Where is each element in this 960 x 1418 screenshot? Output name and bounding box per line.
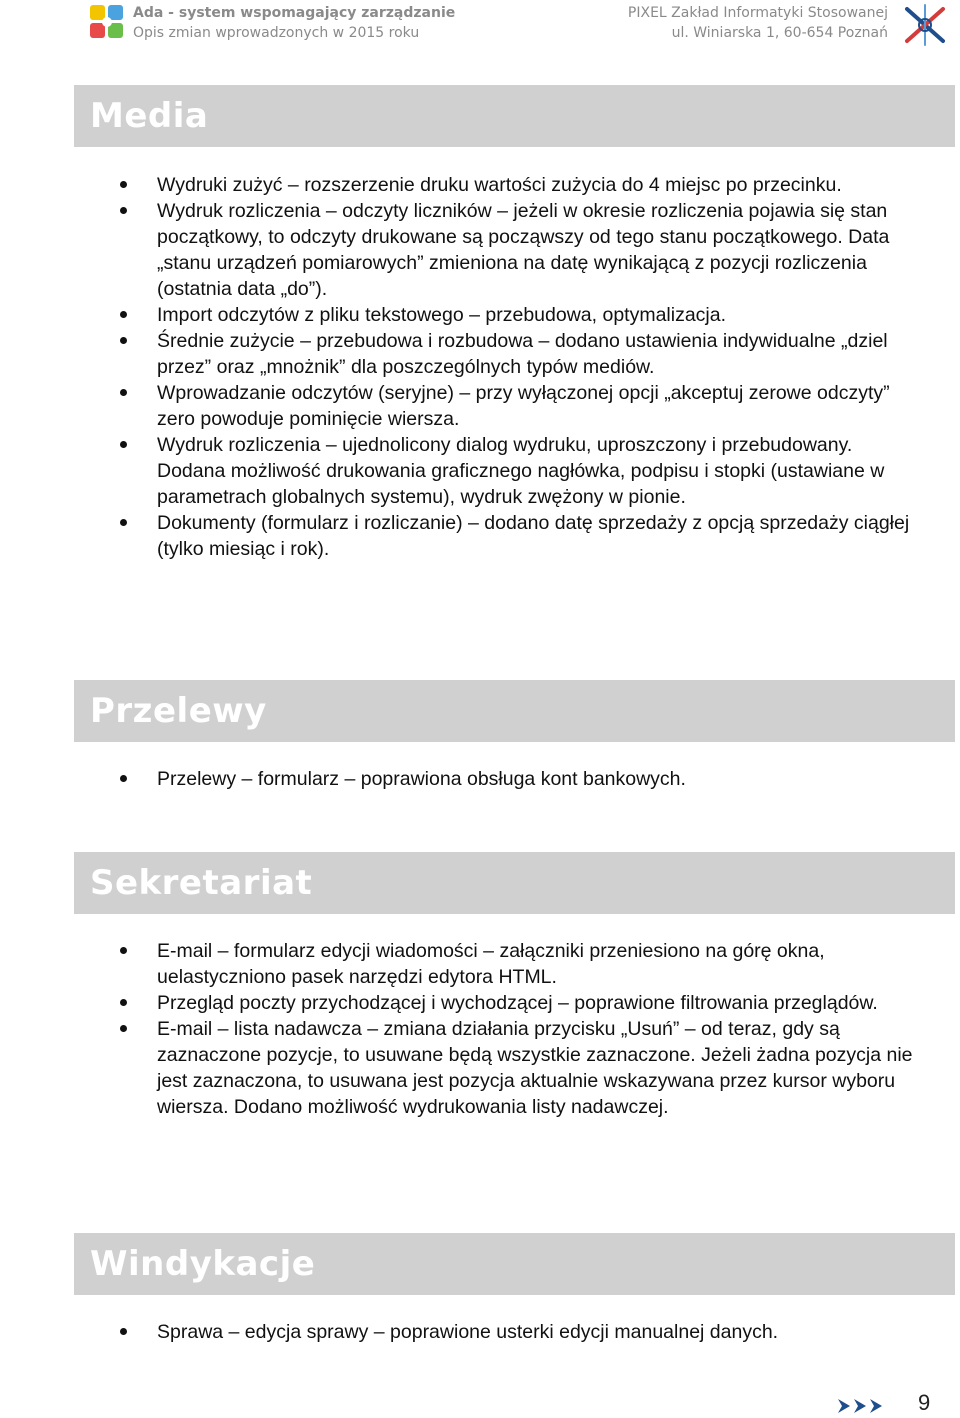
app-title: Ada - system wspomagający zarządzanie [133, 5, 456, 21]
header-right-text [628, 3, 888, 43]
page-number: 9 [918, 1390, 931, 1415]
document-subtitle: Opis zmian wprowadzonych w 2015 roku [133, 25, 420, 41]
list-item [120, 1319, 920, 1345]
bullet-icon [120, 775, 127, 782]
list-item-text: Dokumenty (formularz i rozliczanie) – dodano datę sprzedaży z opcją sprzedaży ciągłej (tylko miesiąc i rok). [157, 512, 910, 560]
windykacje-list [120, 1319, 920, 1345]
bullet-icon [120, 519, 127, 526]
bullet-icon [120, 1328, 127, 1335]
list-item [120, 1016, 920, 1120]
list-item [120, 432, 920, 510]
section-title-sekretariat: Sekretariat [74, 852, 955, 914]
bullet-icon [120, 947, 127, 954]
media-list [120, 172, 920, 562]
list-item [120, 328, 920, 380]
section-title-media: Media [74, 85, 955, 147]
bullet-icon [120, 389, 127, 396]
list-item-text: Przegląd poczty przychodzącej i wychodzącej – poprawione filtrowania przeglądów. [157, 992, 878, 1014]
list-item-text: Import odczytów z pliku tekstowego – przebudowa, optymalizacja. [157, 304, 727, 326]
list-item [120, 380, 920, 432]
bullet-icon [120, 1025, 127, 1032]
przelewy-list [120, 766, 920, 792]
page-header [0, 0, 960, 48]
list-item-text: Przelewy – formularz – poprawiona obsługa kont bankowych. [157, 768, 686, 790]
list-item [120, 198, 920, 302]
next-arrows-icon [836, 1397, 890, 1415]
list-item [120, 510, 920, 562]
section-title-przelewy: Przelewy [74, 680, 955, 742]
list-item [120, 172, 920, 198]
bullet-icon [120, 181, 127, 188]
company-name: PIXEL Zakład Informatyki Stosowanej [627, 5, 888, 21]
list-item-text: Wydruki zużyć – rozszerzenie druku wartości zużycia do 4 miejsc po przecinku. [157, 174, 842, 196]
sekretariat-list [120, 938, 920, 1120]
list-item-text: E-mail – formularz edycji wiadomości – załączniki przeniesiono na górę okna, uelastyczniono pasek narzędzi edytora HTML. [157, 940, 825, 988]
list-item-text: Średnie zużycie – przebudowa i rozbudowa – dodano ustawienia indywidualne „dziel przez” oraz „mnożnik” dla poszczególnych typów mediów. [157, 330, 888, 378]
list-item-text: Wydruk rozliczenia – odczyty liczników – jeżeli w okresie rozliczenia pojawia się stan początkowy, to odczyty drukowane są począwszy od tego stanu początkowego. Data „stanu urządzeń pomiarowych” zmieniona na datę wynikającą z pozycji rozliczenia (ostatnia data „do”). [157, 200, 890, 300]
bullet-icon [120, 337, 127, 344]
list-item [120, 990, 920, 1016]
list-item [120, 766, 920, 792]
header-left-text [133, 3, 455, 43]
list-item-text: Sprawa – edycja sprawy – poprawione usterki edycji manualnej danych. [157, 1321, 779, 1343]
section-title-windykacje: Windykacje [74, 1233, 955, 1295]
list-item [120, 938, 920, 990]
pixel-logo-icon [903, 3, 947, 47]
bullet-icon [120, 311, 127, 318]
bullet-icon [120, 999, 127, 1006]
company-address: ul. Winiarska 1, 60-654 Poznań [671, 25, 888, 41]
list-item [120, 302, 920, 328]
list-item-text: E-mail – lista nadawcza – zmiana działania przycisku „Usuń” – od teraz, gdy są zaznaczone pozycje, to usuwane będą wszystkie zaznaczone. Jeżeli żadna pozycja nie jest zaznaczona, to usuwana jest pozycja aktualnie wskazywana przez kursor wyboru wiersza. Dodano możliwość wydrukowania listy nadawczej. [157, 1018, 913, 1118]
bullet-icon [120, 207, 127, 214]
company-logo-icon [88, 3, 126, 41]
list-item-text: Wydruk rozliczenia – ujednolicony dialog wydruku, uproszczony i przebudowany. Dodana możliwość drukowania graficznego nagłówka, podpisu i stopki (ustawiane w parametrach globalnych systemu), wydruk zwężony w pionie. [157, 434, 885, 508]
bullet-icon [120, 441, 127, 448]
list-item-text: Wprowadzanie odczytów (seryjne) – przy wyłączonej opcji „akceptuj zerowe odczyty” zero powoduje pominięcie wiersza. [157, 382, 890, 430]
